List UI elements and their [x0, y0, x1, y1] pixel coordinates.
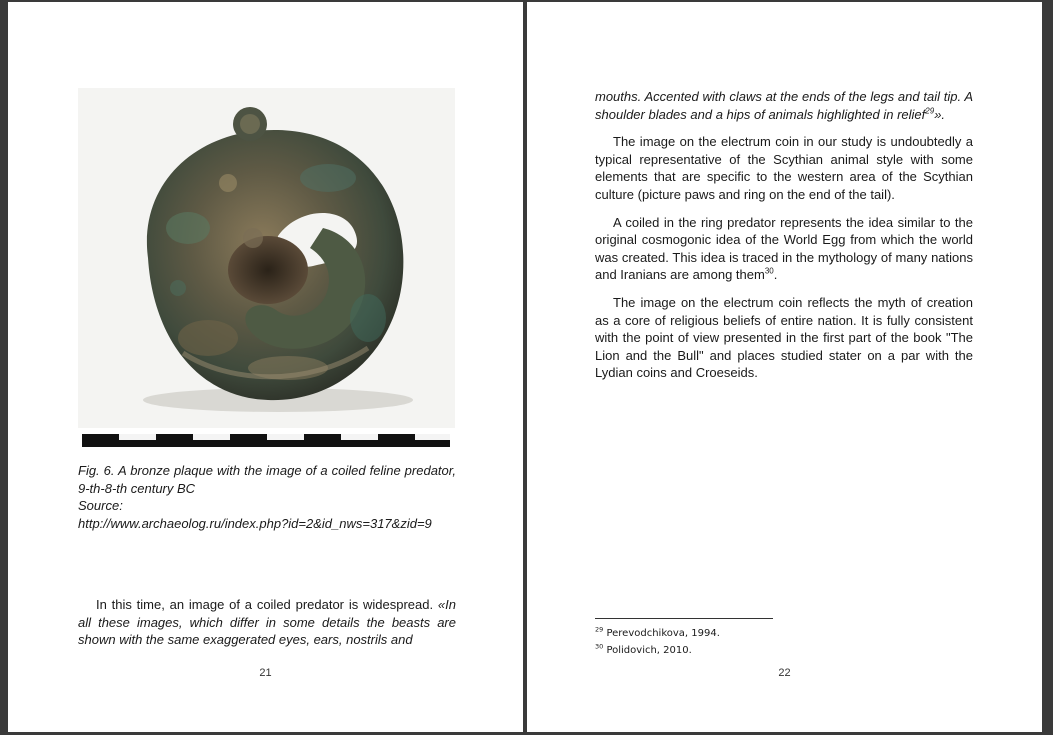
paragraph-intro-text: In this time, an image of a coiled predator is widespread.: [96, 597, 434, 612]
photo-scale-bar: [82, 434, 450, 447]
right-page: [527, 2, 1042, 732]
left-page: [8, 2, 523, 732]
left-body-text: [78, 596, 456, 649]
footnote-separator: [595, 618, 773, 619]
page-number: 22: [778, 667, 791, 679]
footnotes: [595, 625, 895, 659]
coiled-feline-plaque-image: [78, 88, 455, 428]
paragraph-world-egg: [595, 214, 973, 284]
quote-end: ».: [934, 106, 946, 122]
quote-continued: [595, 88, 973, 123]
paragraph-creation-myth: The image on the electrum coin reflects the myth of creation as a core of religious beliefs of entire nation. It is fully consistent with the point of view presented in the first part of the book "The Lion and the Bull" and places studied stater on a par with the Lydian coins and Croeseids.: [595, 294, 973, 381]
page-number: 21: [259, 667, 272, 679]
caption-source-label: Source:: [78, 498, 123, 513]
footnote-30-text: Polidovich, 2010.: [603, 645, 692, 656]
caption-title: Fig. 6. A bronze plaque with the image of a coiled feline predator, 9-th-8-th century BC: [78, 463, 456, 496]
paragraph-intro: [78, 596, 456, 649]
quote-start: «In all these images, which differ in some details the beasts are shown with the same exaggerated eyes, ears, nostrils and: [78, 597, 456, 648]
paragraph-scythian: The image on the electrum coin in our study is undoubtedly a typical representative of the Scythian animal style with some elements that are specific to the western area of the Scythian culture (picture paws and ring on the end of the tail).: [595, 134, 973, 202]
bronze-plaque-photo: [78, 88, 455, 428]
right-body-text: [595, 88, 973, 392]
footnote-29: [595, 625, 895, 642]
caption-source-url: http://www.archaeolog.ru/index.php?id=2&id_nws=317&zid=9: [78, 515, 432, 531]
footnote-ref-30[interactable]: 30: [764, 267, 774, 277]
paragraph-world-egg-end: .: [773, 267, 778, 283]
paragraph-world-egg-text: A coiled in the ring predator represents the idea similar to the original cosmogonic idea of the World Egg from which the world was created. This idea is traced in the mythology of many nations and Iranians are among them: [595, 214, 973, 283]
footnote-30-number: 30: [595, 642, 604, 651]
footnote-30: [595, 642, 895, 659]
quote-continued-text: mouths. Accented with claws at the ends of the legs and tail tip. A shoulder blades and a hips of animals highlighted in relief: [595, 89, 973, 122]
footnote-29-text: Perevodchikova, 1994.: [603, 628, 720, 639]
footnote-ref-29[interactable]: 29: [925, 106, 935, 116]
figure-caption: [78, 462, 456, 532]
footnote-29-number: 29: [595, 625, 604, 634]
